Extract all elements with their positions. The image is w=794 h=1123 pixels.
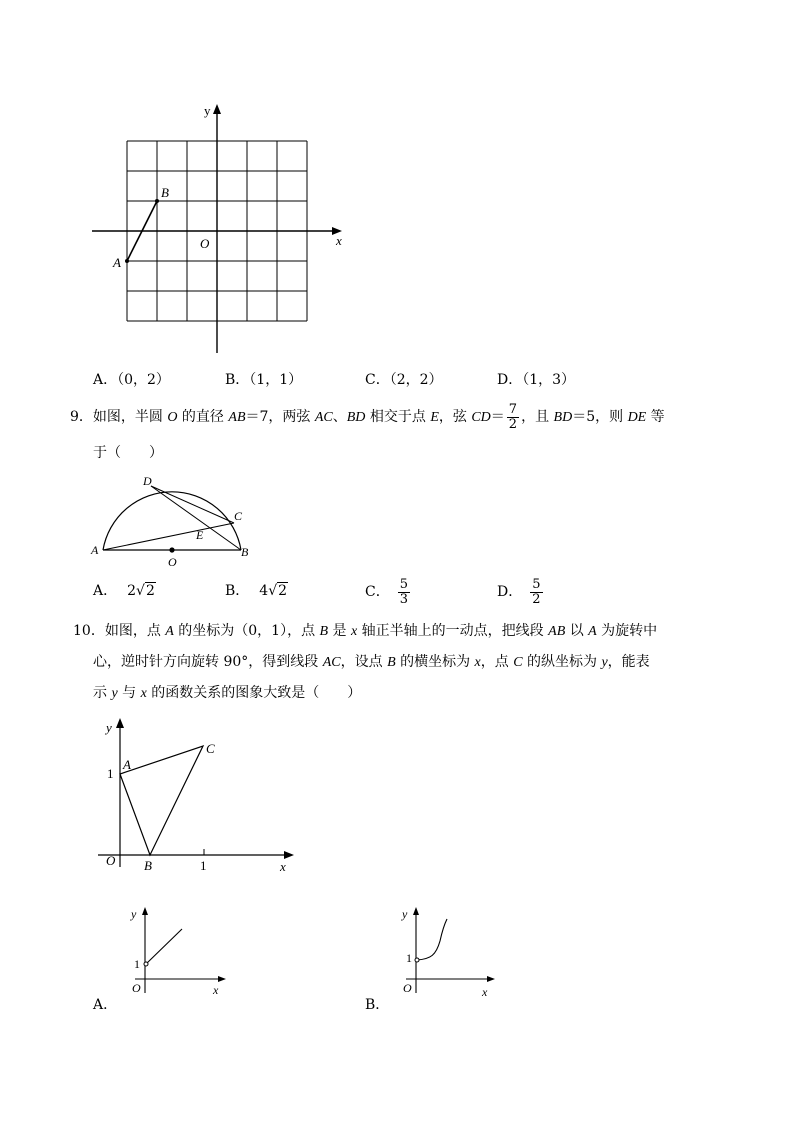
q8-option-c[interactable]: C．（2，2） (365, 372, 443, 388)
q10-triangle-abc (120, 746, 203, 855)
q10-graph-b-label-x: x (482, 985, 488, 999)
q9-chord-ac (103, 523, 234, 550)
q9-option-a[interactable]: A． 2√2 (93, 583, 155, 599)
q8-label-x: x (336, 233, 342, 248)
q10-graph-b[interactable] (396, 905, 501, 1000)
q8-option-d[interactable]: D．（1，3） (497, 372, 576, 388)
q10-label-1y: 1 (107, 766, 114, 781)
q9-semicircle-figure (85, 470, 260, 570)
q10-graph-a-label-1: 1 (134, 957, 140, 971)
q10-graph-a-label-y: y (131, 907, 137, 921)
q10-label-b: B (144, 858, 152, 873)
q10-graph-a[interactable] (125, 905, 230, 1000)
q9-option-b[interactable]: B． 4√2 (225, 583, 288, 599)
q10-rotation-figure (90, 715, 300, 875)
q10-graph-a-open-point (144, 962, 148, 966)
q9-question-line1: 9．如图，半圆 O 的直径 AB＝7，两弦 AC、BD 相交于点 E，弦 CD＝ $\frac{7}{2}$ ，且 BD＝5，则 DE 等 (70, 401, 665, 432)
q10-label-o: O (106, 853, 116, 868)
q9-option-d[interactable]: D． $\frac{5}{2}$ (497, 577, 541, 607)
q8-grid-figure (80, 95, 360, 360)
q8-option-a[interactable]: A．（0，2） (93, 372, 170, 388)
q8-label-o: O (200, 236, 210, 251)
q10-graph-b-curve (417, 919, 447, 960)
q10-graph-b-label-1: 1 (406, 951, 412, 965)
q9-label-b: B (241, 545, 249, 559)
q9-label-e: E (196, 528, 204, 542)
q9-question-line2: 于（ ） (93, 445, 163, 461)
q9-chord-cd (151, 486, 234, 523)
q9-label-a: A (91, 543, 99, 557)
q9-fraction-7-2: $\frac{7}{2}$ (508, 401, 518, 432)
q10-label-c: C (206, 741, 215, 756)
q8-option-b[interactable]: B．（1，1） (225, 372, 303, 388)
q10-question-line2: 心，逆时针方向旋转 90°，得到线段 AC，设点 B 的横坐标为 x，点 C 的纵坐标为 y，能表 (93, 654, 650, 670)
q10-label-y: y (106, 720, 112, 735)
q10-graph-b-open-point (415, 958, 419, 962)
q10-label-1x: 1 (200, 858, 207, 873)
q10-graph-a-line (146, 929, 182, 964)
q10-question-line3: 示 y 与 x 的函数关系的图象大致是（ ） (93, 685, 362, 701)
q10-option-b[interactable]: B． (365, 997, 390, 1013)
q10-option-a[interactable]: A． (93, 997, 118, 1013)
q8-label-b: B (161, 185, 169, 200)
q9-label-d: D (143, 474, 152, 488)
q10-label-x: x (280, 859, 286, 874)
q8-label-a: A (113, 255, 121, 270)
q9-label-c: C (234, 509, 243, 523)
q9-option-c[interactable]: C． $\frac{5}{3}$ (365, 577, 408, 607)
q9-label-o: O (168, 555, 177, 569)
q10-label-a: A (123, 757, 131, 772)
q8-label-y: y (204, 103, 211, 118)
q9-center-o (169, 547, 174, 552)
q10-question-line1: 10．如图，点 A 的坐标为（0，1），点 B 是 x 轴正半轴上的一动点，把线段 AB 以 A 为旋转中 (73, 623, 658, 639)
q10-graph-b-label-y: y (402, 907, 408, 921)
q10-graph-a-label-o: O (132, 981, 141, 995)
q10-graph-b-label-o: O (403, 981, 412, 995)
q10-graph-a-label-x: x (213, 983, 219, 997)
